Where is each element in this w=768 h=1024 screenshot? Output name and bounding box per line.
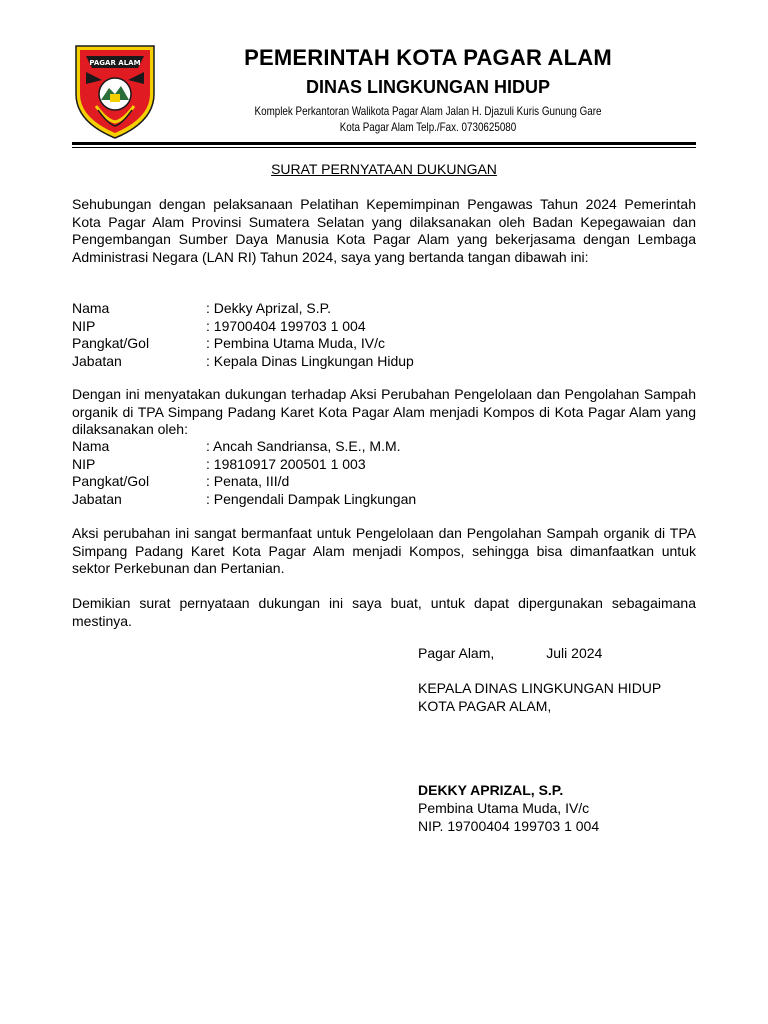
- field-row: [72, 335, 414, 353]
- field-value: : Penata, III/d: [206, 473, 290, 490]
- address-line-2: Kota Pagar Alam Telp./Fax. 0730625080: [339, 120, 517, 134]
- signature-nip: NIP. 19700404 199703 1 004: [418, 818, 600, 834]
- emblem-text: PAGAR ALAM: [89, 59, 141, 67]
- field-row: [72, 353, 414, 371]
- field-row: [72, 473, 416, 491]
- field-label: Jabatan: [72, 490, 122, 507]
- letterhead-rule-thin: [72, 147, 696, 148]
- statement-paragraph: Dengan ini menyatakan dukungan terhadap Aksi Perubahan Pengelolaan dan Pengolahan Sampah organik di TPA Simpang Padang Karet Kota Pagar Alam menjadi Kompos di Kota Pagar Alam yang dilaksanakan oleh:: [72, 386, 696, 438]
- pagar-alam-emblem-icon: [72, 44, 158, 140]
- field-row: [72, 300, 414, 318]
- agency-name: DINAS LINGKUNGAN HIDUP: [305, 77, 550, 97]
- field-value: : Kepala Dinas Lingkungan Hidup: [206, 352, 414, 369]
- intro-paragraph: Sehubungan dengan pelaksanaan Pelatihan Kepemimpinan Pengawas Tahun 2024 Pemerintah Kota Pagar Alam Provinsi Sumatera Selatan yang dilaksanakan oleh Badan Kepegawaian dan Pengembangan Sumber Daya Manusia Kota Pagar Alam yang bekerjasama dengan Lembaga Administrasi Negara (LAN RI) Tahun 2024, saya yang bertanda tangan dibawah ini:: [72, 196, 696, 265]
- government-name: PEMERINTAH KOTA PAGAR ALAM: [244, 45, 612, 70]
- signature-place-date: [418, 645, 602, 663]
- letter-title: SURAT PERNYATAAN DUKUNGAN: [271, 161, 497, 177]
- field-label: Nama: [72, 438, 110, 454]
- signature-name: DEKKY APRIZAL, S.P.: [418, 782, 564, 798]
- field-label: Nama: [72, 300, 110, 316]
- field-value: : Pembina Utama Muda, IV/c: [206, 335, 385, 352]
- signature-place: Pagar Alam,: [418, 645, 495, 661]
- field-value: : 19810917 200501 1 003: [206, 455, 366, 472]
- field-label: NIP: [72, 455, 96, 472]
- signature-date: Juli 2024: [546, 645, 603, 661]
- signer-fields: [72, 300, 414, 370]
- letterhead-rule-thick: [72, 142, 696, 145]
- address-line-1: Komplek Perkantoran Walikota Pagar Alam Jalan H. Djazuli Kuris Gunung Gare: [254, 104, 602, 118]
- field-value: : Ancah Sandriansa, S.E., M.M.: [206, 438, 401, 454]
- letterhead: [180, 44, 676, 135]
- field-row: [72, 491, 416, 509]
- field-row: [72, 318, 414, 336]
- signature-office-line-2: KOTA PAGAR ALAM,: [418, 697, 552, 714]
- field-row: [72, 438, 416, 456]
- signature-rank: Pembina Utama Muda, IV/c: [418, 800, 590, 816]
- benefit-paragraph: Aksi perubahan ini sangat bermanfaat untuk Pengelolaan dan Pengolahan Sampah organik di TPA Simpang Padang Karet Kota Pagar Alam menjadi Kompos, sehingga bisa dimanfaatkan untuk sektor Perkebunan dan Pertanian.: [72, 525, 696, 577]
- field-label: NIP: [72, 317, 96, 334]
- executor-fields: [72, 438, 416, 508]
- field-label: Pangkat/Gol: [72, 335, 150, 352]
- field-value: : Dekky Aprizal, S.P.: [206, 300, 332, 316]
- field-value: : Pengendali Dampak Lingkungan: [206, 490, 417, 507]
- closing-paragraph: Demikian surat pernyataan dukungan ini saya buat, untuk dapat dipergunakan sebagaimana mestinya.: [72, 595, 696, 629]
- field-label: Jabatan: [72, 352, 122, 369]
- signature-office: [418, 680, 661, 715]
- field-value: : 19700404 199703 1 004: [206, 317, 366, 334]
- field-row: [72, 456, 416, 474]
- field-label: Pangkat/Gol: [72, 473, 150, 490]
- signature-office-line-1: KEPALA DINAS LINGKUNGAN HIDUP: [418, 680, 662, 696]
